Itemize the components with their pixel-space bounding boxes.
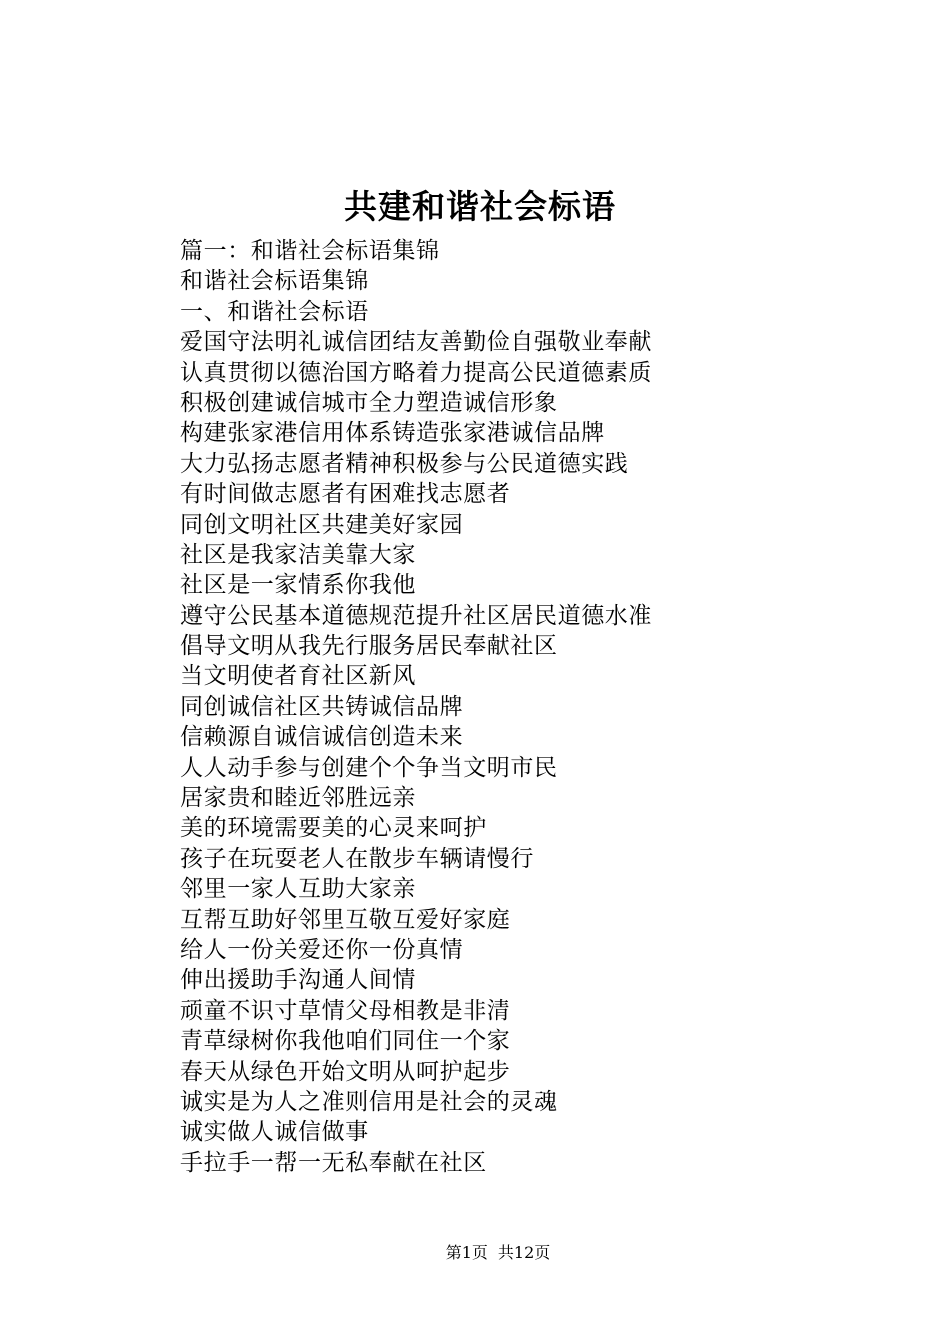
text-line: 诚实是为人之准则信用是社会的灵魂 (180, 1088, 558, 1115)
text-line: 美的环境需要美的心灵来呵护 (180, 815, 487, 842)
text-line: 互帮互助好邻里互敬互爱好家庭 (180, 906, 511, 933)
text-line: 有时间做志愿者有困难找志愿者 (180, 481, 511, 508)
text-line: 认真贯彻以德治国方略着力提高公民道德素质 (180, 359, 652, 386)
text-line: 同创诚信社区共铸诚信品牌 (180, 693, 464, 720)
text-line: 倡导文明从我先行服务居民奉献社区 (180, 633, 558, 660)
text-line: 青草绿树你我他咱们同住一个家 (180, 1028, 511, 1055)
text-line: 积极创建诚信城市全力塑造诚信形象 (180, 389, 558, 416)
text-line: 居家贵和睦近邻胜远亲 (180, 785, 416, 812)
text-line: 遵守公民基本道德规范提升社区居民道德水准 (180, 602, 652, 629)
text-line: 大力弘扬志愿者精神积极参与公民道德实践 (180, 450, 629, 477)
text-line: 当文明使者育社区新风 (180, 663, 416, 690)
text-line: 给人一份关爱还你一份真情 (180, 936, 464, 963)
text-line: 手拉手一帮一无私奉献在社区 (180, 1149, 487, 1176)
text-line: 邻里一家人互助大家亲 (180, 876, 416, 903)
text-line: 社区是我家洁美靠大家 (180, 541, 416, 568)
page-total: 共12页 (497, 1243, 551, 1262)
text-line: 社区是一家情系你我他 (180, 572, 416, 599)
text-line: 信赖源自诚信诚信创造未来 (180, 724, 464, 751)
text-line: 孩子在玩耍老人在散步车辆请慢行 (180, 845, 534, 872)
text-line: 篇一：和谐社会标语集锦 (180, 238, 440, 264)
text-line: 顽童不识寸草情父母相教是非清 (180, 997, 511, 1024)
text-line: 伸出援助手沟通人间情 (180, 967, 416, 994)
text-line: 同创文明社区共建美好家园 (180, 511, 464, 538)
text-line: 诚实做人诚信做事 (180, 1119, 369, 1146)
text-line: 爱国守法明礼诚信团结友善勤俭自强敬业奉献 (180, 329, 652, 356)
text-line: 人人动手参与创建个个争当文明市民 (180, 754, 558, 781)
text-line: 和谐社会标语集锦 (180, 268, 369, 295)
slogan-list (180, 236, 880, 1178)
page-number: 第1页 (445, 1243, 488, 1262)
document-title: 共建和谐社会标语 (344, 187, 616, 226)
text-line: 春天从绿色开始文明从呵护起步 (180, 1058, 511, 1085)
page-footer (0, 1241, 950, 1265)
text-line: 一、和谐社会标语 (180, 298, 369, 325)
text-line: 构建张家港信用体系铸造张家港诚信品牌 (180, 420, 605, 447)
